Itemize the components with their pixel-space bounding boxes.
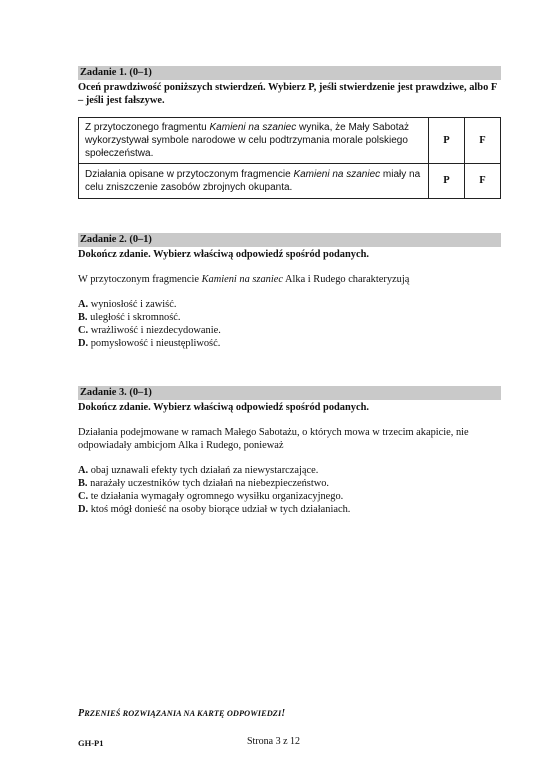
option-letter: B.: [78, 312, 88, 323]
task-3-instruction: Dokończ zdanie. Wybierz właściwą odpowiedź spośród podanych.: [78, 402, 369, 413]
option-text: obaj uznawali efekty tych działań za niewystarczające.: [88, 465, 319, 476]
answer-option[interactable]: [78, 464, 501, 477]
statement-2-text-b: miały na celu zniszczenie zasobów zbrojnych okupanta.: [85, 169, 421, 193]
answer-option[interactable]: [78, 503, 501, 516]
statement-1-f-option[interactable]: F: [465, 118, 501, 164]
task-3-header: Zadanie 3. (0–1): [78, 386, 501, 400]
option-letter: C.: [78, 325, 89, 336]
answer-option[interactable]: [78, 337, 501, 350]
task-2-instruction: Dokończ zdanie. Wybierz właściwą odpowiedź spośród podanych.: [78, 249, 369, 260]
statement-2-title: Kamieni na szaniec: [293, 169, 381, 180]
option-text: pomysłowość i nieustępliwość.: [88, 338, 221, 349]
task-2-header: Zadanie 2. (0–1): [78, 233, 501, 247]
note-initial: P: [78, 708, 85, 719]
option-text: te działania wymagały ogromnego wysiłku organizacyjnego.: [88, 491, 344, 502]
statement-2: [79, 164, 429, 199]
option-text: uległość i skromność.: [87, 312, 181, 323]
answer-option[interactable]: [78, 324, 501, 337]
option-text: ktoś mógł donieść na osoby biorące udział w tych działaniach.: [88, 504, 351, 515]
option-letter: B.: [78, 478, 88, 489]
answer-option[interactable]: [78, 477, 501, 490]
page-number: Strona 3 z 12: [247, 736, 301, 747]
true-false-table: [78, 117, 501, 199]
statement-1-title: Kamieni na szaniec: [209, 122, 297, 133]
answer-option[interactable]: [78, 490, 501, 503]
task-3: [78, 386, 501, 516]
statement-1-text-a: Z przytoczonego fragmentu: [85, 122, 210, 133]
statement-2-f-option[interactable]: F: [465, 164, 501, 199]
statement-1-p-option[interactable]: P: [429, 118, 465, 164]
option-letter: D.: [78, 504, 89, 515]
option-text: wyniosłość i zawiść.: [88, 299, 177, 310]
task-1-instruction: Oceń prawdziwość poniższych stwierdzeń. Wybierz P, jeśli stwierdzenie jest prawdziwe, albo F – jeśli jest fałszywe.: [78, 82, 497, 106]
table-row: [79, 118, 501, 164]
task-3-options: [78, 464, 501, 516]
task-2-options: [78, 298, 501, 350]
task-2-intro: [78, 273, 501, 286]
note-rest: RZENIEŚ ROZWIĄZANIA NA KARTĘ ODPOWIEDZI: [84, 709, 282, 718]
option-letter: D.: [78, 338, 89, 349]
statement-1: [79, 118, 429, 164]
option-letter: A.: [78, 299, 89, 310]
task-2-intro-title: Kamieni na szaniec: [201, 274, 283, 285]
option-text: wrażliwość i niezdecydowanie.: [88, 325, 221, 336]
statement-2-text-a: Działania opisane w przytoczonym fragmencie: [85, 169, 294, 180]
statement-2-p-option[interactable]: P: [429, 164, 465, 199]
task-2: [78, 233, 501, 350]
answer-option[interactable]: [78, 311, 501, 324]
exam-code: GH-P1: [78, 738, 104, 748]
option-letter: A.: [78, 465, 89, 476]
task-1: [78, 66, 501, 199]
table-row: [79, 164, 501, 199]
option-text: narażały uczestników tych działań na niebezpieczeństwo.: [87, 478, 330, 489]
task-1-header: Zadanie 1. (0–1): [78, 66, 501, 80]
task-2-intro-text-b: Alka i Rudego charakteryzują: [282, 274, 410, 285]
task-3-intro: Działania podejmowane w ramach Małego Sabotażu, o których mowa w trzecim akapicie, nie odpowiadały ambicjom Alka i Rudego, ponieważ: [78, 427, 469, 451]
statement-1-text-b: wynika, że Mały Sabotaż wykorzystywał symbole narodowe w celu podtrzymania morale polskiego społeczeństwa.: [85, 122, 410, 159]
answer-option[interactable]: [78, 298, 501, 311]
option-letter: C.: [78, 491, 89, 502]
transfer-answers-note: [78, 708, 285, 721]
note-end: !: [281, 708, 286, 719]
task-2-intro-text-a: W przytoczonym fragmencie: [78, 274, 202, 285]
